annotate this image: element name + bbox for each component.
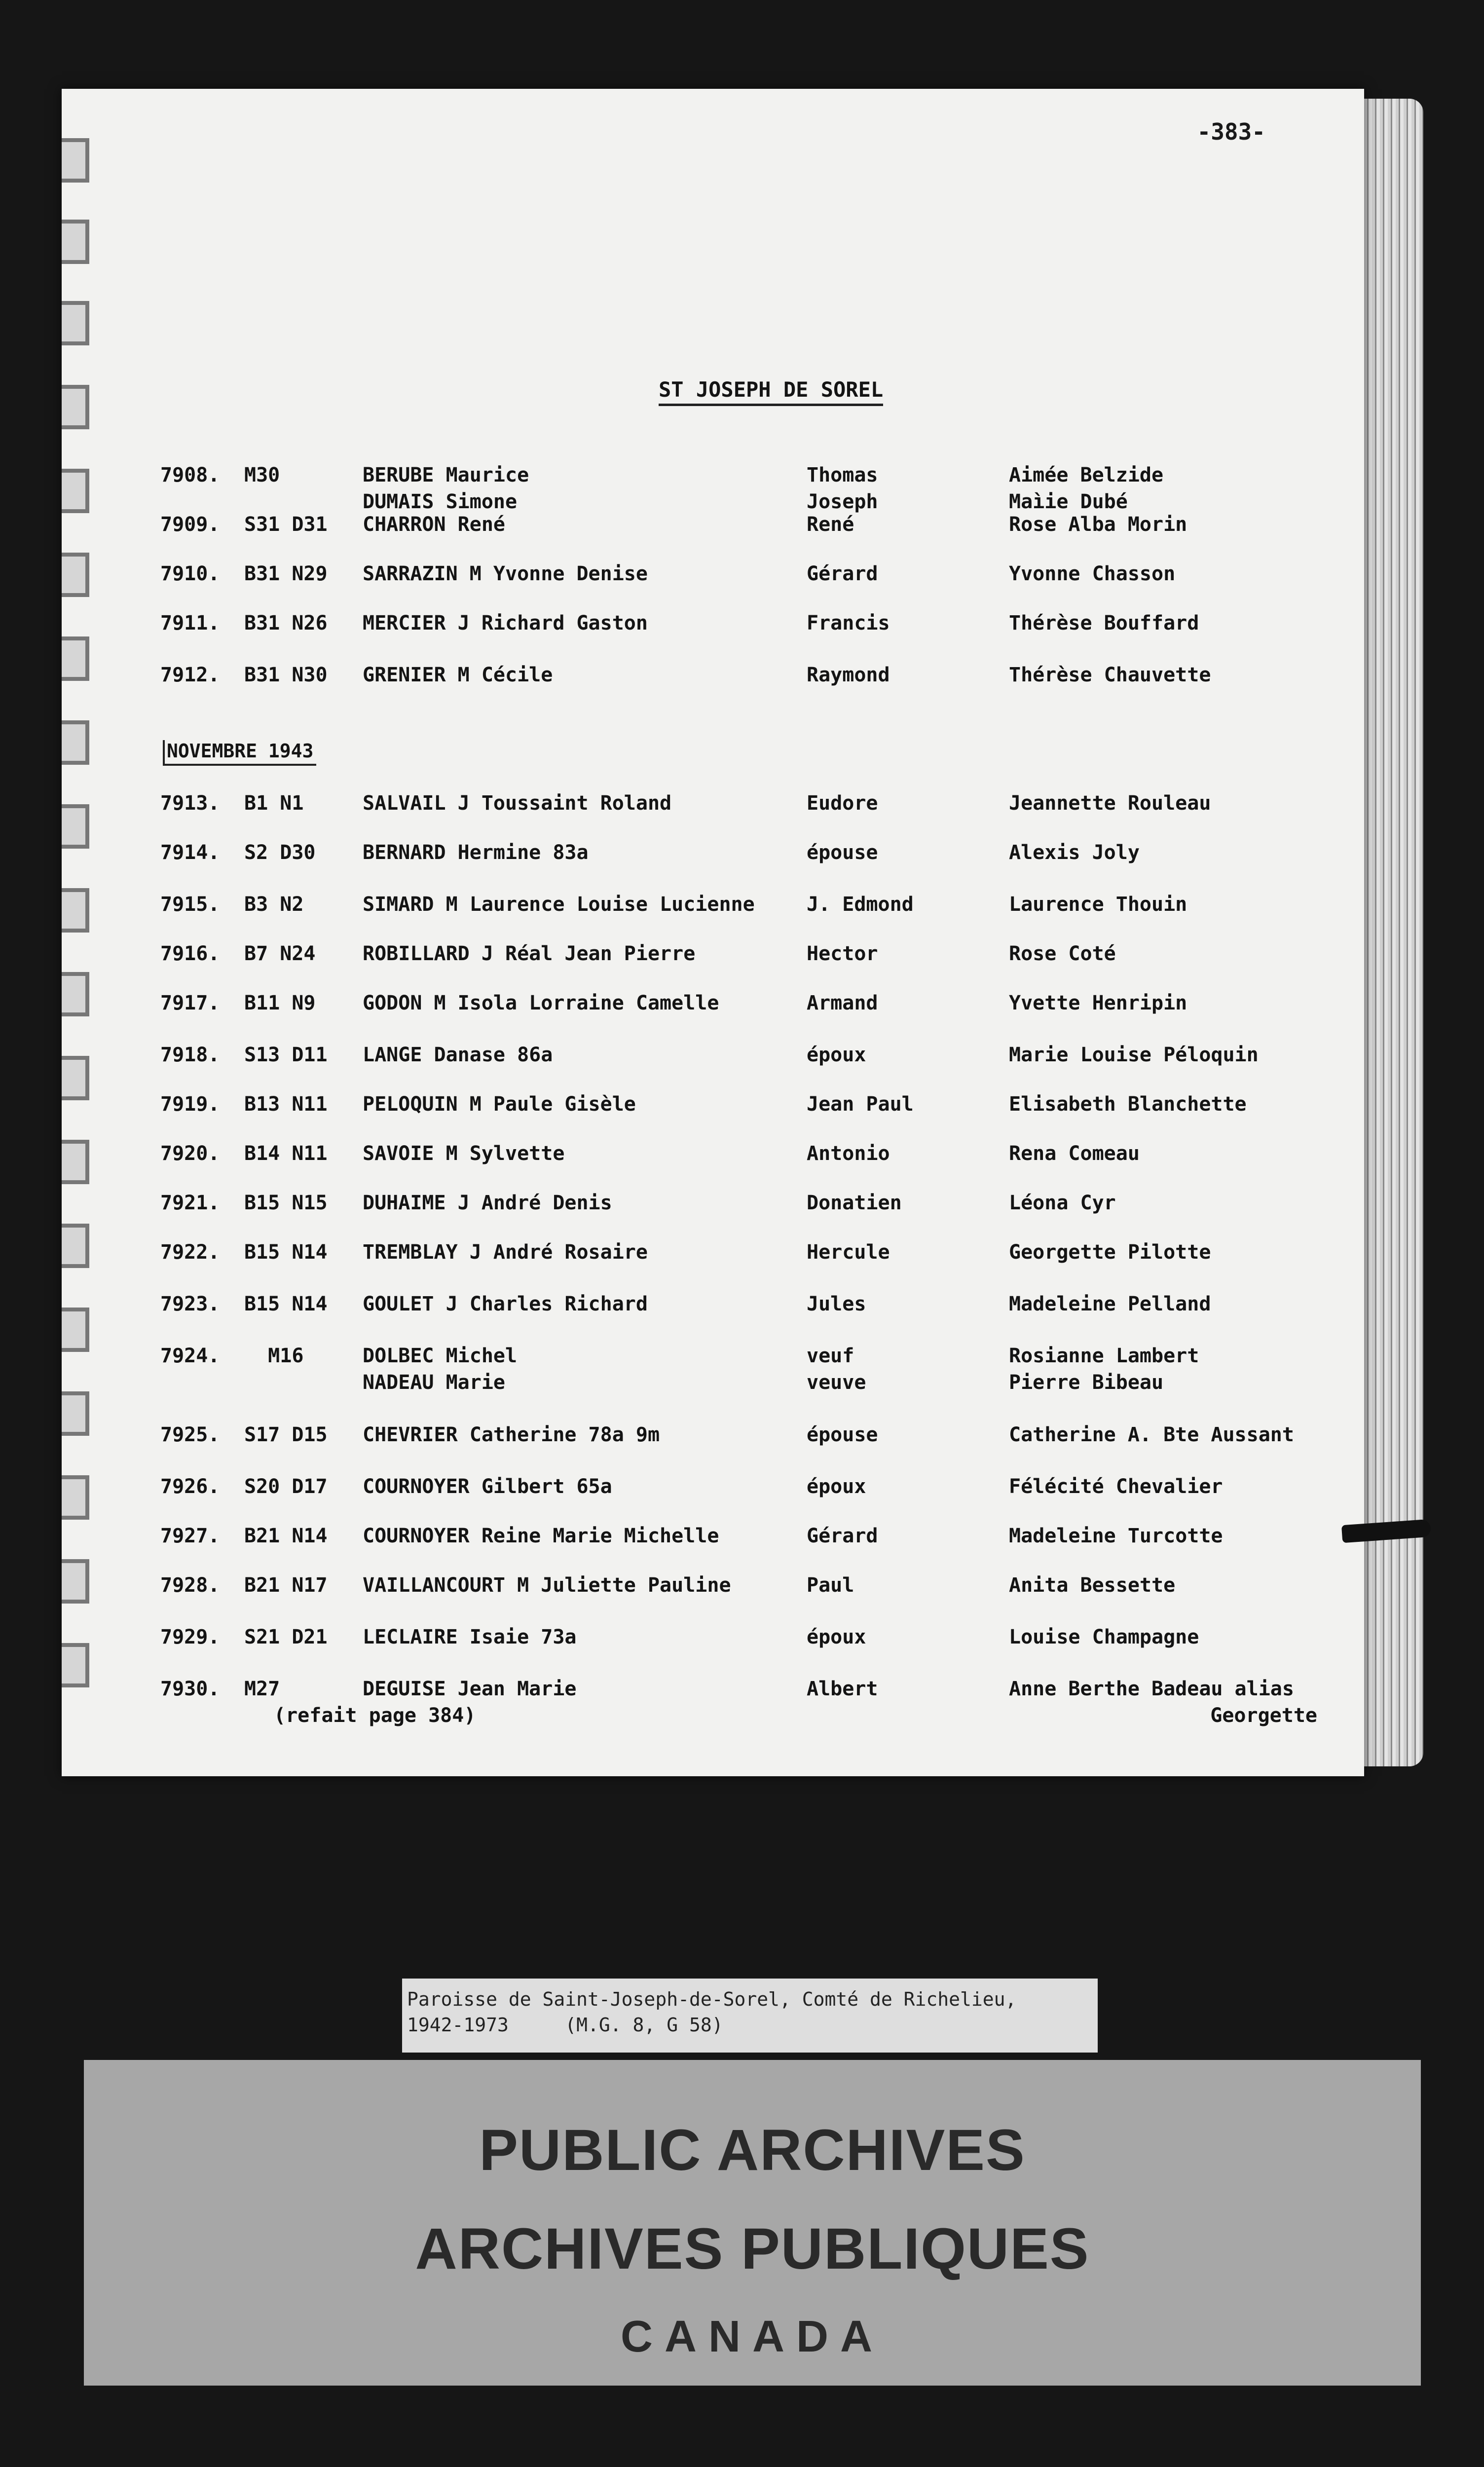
entry-codes: B31 N26	[244, 612, 328, 635]
entry-codes: S2 D30	[244, 841, 316, 864]
label-line-2: 1942-1973 (M.G. 8, G 58)	[407, 2014, 723, 2036]
archives-line-country: CANADA	[621, 2312, 884, 2361]
entry-name: MERCIER J Richard Gaston	[363, 612, 648, 635]
binder-ring	[62, 804, 89, 849]
entry-num: 7919.	[160, 1093, 220, 1116]
entry-codes: B21 N17	[244, 1574, 328, 1597]
entry-father: Hector	[807, 942, 878, 965]
entry-mother: Aimée Belzide	[1009, 464, 1164, 486]
entry-mother: Catherine A. Bte Aussant	[1009, 1423, 1294, 1446]
entry-codes: B11 N9	[244, 992, 316, 1014]
entry-mother: Rosianne Lambert	[1009, 1345, 1199, 1367]
binder-ring	[62, 553, 89, 597]
entry-num: 7914.	[160, 841, 220, 864]
entry-codes: S21 D21	[244, 1626, 328, 1648]
entry-codes: B7 N24	[244, 942, 316, 965]
entry-codes: B31 N30	[244, 664, 328, 686]
binder-ring	[62, 301, 89, 345]
entry-codes: B3 N2	[244, 893, 304, 916]
entry-codes: B13 N11	[244, 1093, 328, 1116]
entry-mother: Rena Comeau	[1009, 1142, 1140, 1165]
entry-father: Eudore	[807, 792, 878, 815]
binder-ring	[62, 1056, 89, 1100]
entry-name: BERNARD Hermine 83a	[363, 841, 589, 864]
entry-mother: Madeleine Pelland	[1009, 1293, 1211, 1315]
entry-num: 7923.	[160, 1293, 220, 1315]
binder-ring	[62, 385, 89, 429]
entry-codes: M16	[244, 1345, 304, 1367]
entry-father2: veuve	[807, 1371, 866, 1394]
entry-father: épouse	[807, 841, 878, 864]
binder-ring	[62, 469, 89, 513]
register-page	[62, 89, 1364, 1776]
entry-codes: B21 N14	[244, 1525, 328, 1547]
entry-num: 7920.	[160, 1142, 220, 1165]
entry-codes: B15 N14	[244, 1293, 328, 1315]
entry-codes: S31 D31	[244, 513, 328, 536]
entry-name: SALVAIL J Toussaint Roland	[363, 792, 672, 815]
entry-name: BERUBE Maurice	[363, 464, 529, 486]
entry-num: 7911.	[160, 612, 220, 635]
binder-ring	[62, 1643, 89, 1687]
binder-ring	[62, 1224, 89, 1268]
binder-ring	[62, 138, 89, 183]
entry-codes: M30	[244, 464, 280, 486]
entry-father: Thomas	[807, 464, 878, 486]
label-line-1: Paroisse de Saint-Joseph-de-Sorel, Comté de Richelieu,	[407, 1988, 1017, 2010]
entry-codes: S17 D15	[244, 1423, 328, 1446]
entry-father: épouse	[807, 1423, 878, 1446]
entry-name: DEGUISE Jean Marie	[363, 1678, 577, 1700]
entry-father: époux	[807, 1044, 866, 1066]
entry-father: Jean Paul	[807, 1093, 914, 1116]
entry-name: SARRAZIN M Yvonne Denise	[363, 562, 648, 585]
entry-father: René	[807, 513, 854, 536]
entry-num: 7924.	[160, 1345, 220, 1367]
entry-num: 7926.	[160, 1475, 220, 1498]
entry-father: Francis	[807, 612, 890, 635]
entry-num: 7925.	[160, 1423, 220, 1446]
entry-name: TREMBLAY J André Rosaire	[363, 1241, 648, 1264]
entry-mother: Rose Coté	[1009, 942, 1116, 965]
entry-father: époux	[807, 1475, 866, 1498]
entry-mother: Elisabeth Blanchette	[1009, 1093, 1247, 1116]
page-number: -383-	[1197, 118, 1265, 145]
entry-codes: B14 N11	[244, 1142, 328, 1165]
entry-num: 7922.	[160, 1241, 220, 1264]
entry-name: COURNOYER Gilbert 65a	[363, 1475, 612, 1498]
month-heading: NOVEMBRE 1943	[163, 740, 316, 766]
entry-codes: B31 N29	[244, 562, 328, 585]
entry-num: 7912.	[160, 664, 220, 686]
entry-mother: Madeleine Turcotte	[1009, 1525, 1223, 1547]
entry-father: Gérard	[807, 562, 878, 585]
entry-mother2: Pierre Bibeau	[1009, 1371, 1164, 1394]
entry-mother: Yvette Henripin	[1009, 992, 1187, 1014]
entry-num: 7916.	[160, 942, 220, 965]
entry-mother2: Maìie Dubé	[1009, 490, 1128, 513]
binder-ring	[62, 1391, 89, 1436]
entry-name: ROBILLARD J Réal Jean Pierre	[363, 942, 696, 965]
entry-mother: Laurence Thouin	[1009, 893, 1187, 916]
entry-num: 7928.	[160, 1574, 220, 1597]
archive-reference-label	[402, 1979, 1098, 2053]
binder-ring	[62, 1140, 89, 1184]
entry-name: CHEVRIER Catherine 78a 9m	[363, 1423, 660, 1446]
entry-name: SIMARD M Laurence Louise Lucienne	[363, 893, 755, 916]
entry-father: Paul	[807, 1574, 854, 1597]
entry-num: 7918.	[160, 1044, 220, 1066]
binder-ring	[62, 1475, 89, 1520]
entry-num: 7910.	[160, 562, 220, 585]
entry-num: 7921.	[160, 1192, 220, 1214]
entry-father: Antonio	[807, 1142, 890, 1165]
entry-mother: Louise Champagne	[1009, 1626, 1199, 1648]
binder-ring	[62, 972, 89, 1016]
entry-codes: S13 D11	[244, 1044, 328, 1066]
entry-mother: Léona Cyr	[1009, 1192, 1116, 1214]
entry-name: CHARRON René	[363, 513, 505, 536]
entry-num: 7929.	[160, 1626, 220, 1648]
entry-num: 7917.	[160, 992, 220, 1014]
binder-ring	[62, 888, 89, 933]
entry-father: Hercule	[807, 1241, 890, 1264]
entry-name: PELOQUIN M Paule Gisèle	[363, 1093, 636, 1116]
entry-father: Jules	[807, 1293, 866, 1315]
binder-ring	[62, 720, 89, 765]
binder-ring	[62, 220, 89, 264]
entry-name: DUHAIME J André Denis	[363, 1192, 612, 1214]
entry-father: époux	[807, 1626, 866, 1648]
entry-father: Gérard	[807, 1525, 878, 1547]
entry-father: J. Edmond	[807, 893, 914, 916]
entry-father2: Joseph	[807, 490, 878, 513]
entry-name: LANGE Danase 86a	[363, 1044, 553, 1066]
entry-codes: S20 D17	[244, 1475, 328, 1498]
entry-codes: M27	[244, 1678, 280, 1700]
entry-name: LECLAIRE Isaie 73a	[363, 1626, 577, 1648]
entry-name: DOLBEC Michel	[363, 1345, 518, 1367]
entry-name: GOULET J Charles Richard	[363, 1293, 648, 1315]
archives-line-french: ARCHIVES PUBLIQUES	[415, 2216, 1090, 2281]
entry-mother: Anne Berthe Badeau alias	[1009, 1678, 1294, 1700]
entry-name: COURNOYER Reine Marie Michelle	[363, 1525, 719, 1547]
entry-mother: Thérèse Chauvette	[1009, 664, 1211, 686]
entry-codes: B1 N1	[244, 792, 304, 815]
entry-mother2: Georgette	[1210, 1704, 1317, 1727]
entry-mother: Marie Louise Péloquin	[1009, 1044, 1259, 1066]
entry-father: Raymond	[807, 664, 890, 686]
entry-mother: Thérèse Bouffard	[1009, 612, 1199, 635]
entry-mother: Rose Alba Morin	[1009, 513, 1187, 536]
archives-line-english: PUBLIC ARCHIVES	[479, 2118, 1026, 2183]
entry-name2: DUMAIS Simone	[363, 490, 518, 513]
entry-num: 7908.	[160, 464, 220, 486]
entry-num: 7915.	[160, 893, 220, 916]
archives-banner	[84, 2060, 1421, 2386]
entry-mother: Félécité Chevalier	[1009, 1475, 1223, 1498]
entry-mother: Anita Bessette	[1009, 1574, 1176, 1597]
entry-num: 7927.	[160, 1525, 220, 1547]
entry-codes: B15 N14	[244, 1241, 328, 1264]
page-stack-edges	[1364, 99, 1423, 1766]
entry-mother: Georgette Pilotte	[1009, 1241, 1211, 1264]
entry-father: Albert	[807, 1678, 878, 1700]
entry-note: (refait page 384)	[274, 1704, 476, 1727]
entry-name: GODON M Isola Lorraine Camelle	[363, 992, 719, 1014]
entry-mother: Alexis Joly	[1009, 841, 1140, 864]
entry-num: 7930.	[160, 1678, 220, 1700]
entry-name2: NADEAU Marie	[363, 1371, 505, 1394]
entry-father: Donatien	[807, 1192, 902, 1214]
entry-name: GRENIER M Cécile	[363, 664, 553, 686]
binder-ring	[62, 636, 89, 681]
entry-mother: Yvonne Chasson	[1009, 562, 1176, 585]
binder-ring	[62, 1308, 89, 1352]
entry-father: Armand	[807, 992, 878, 1014]
entry-name: SAVOIE M Sylvette	[363, 1142, 565, 1165]
entry-mother: Jeannette Rouleau	[1009, 792, 1211, 815]
entry-name: VAILLANCOURT M Juliette Pauline	[363, 1574, 731, 1597]
entry-num: 7913.	[160, 792, 220, 815]
entry-father: veuf	[807, 1345, 854, 1367]
binder-ring	[62, 1559, 89, 1604]
section-title: ST JOSEPH DE SOREL	[659, 377, 883, 406]
entry-codes: B15 N15	[244, 1192, 328, 1214]
entry-num: 7909.	[160, 513, 220, 536]
